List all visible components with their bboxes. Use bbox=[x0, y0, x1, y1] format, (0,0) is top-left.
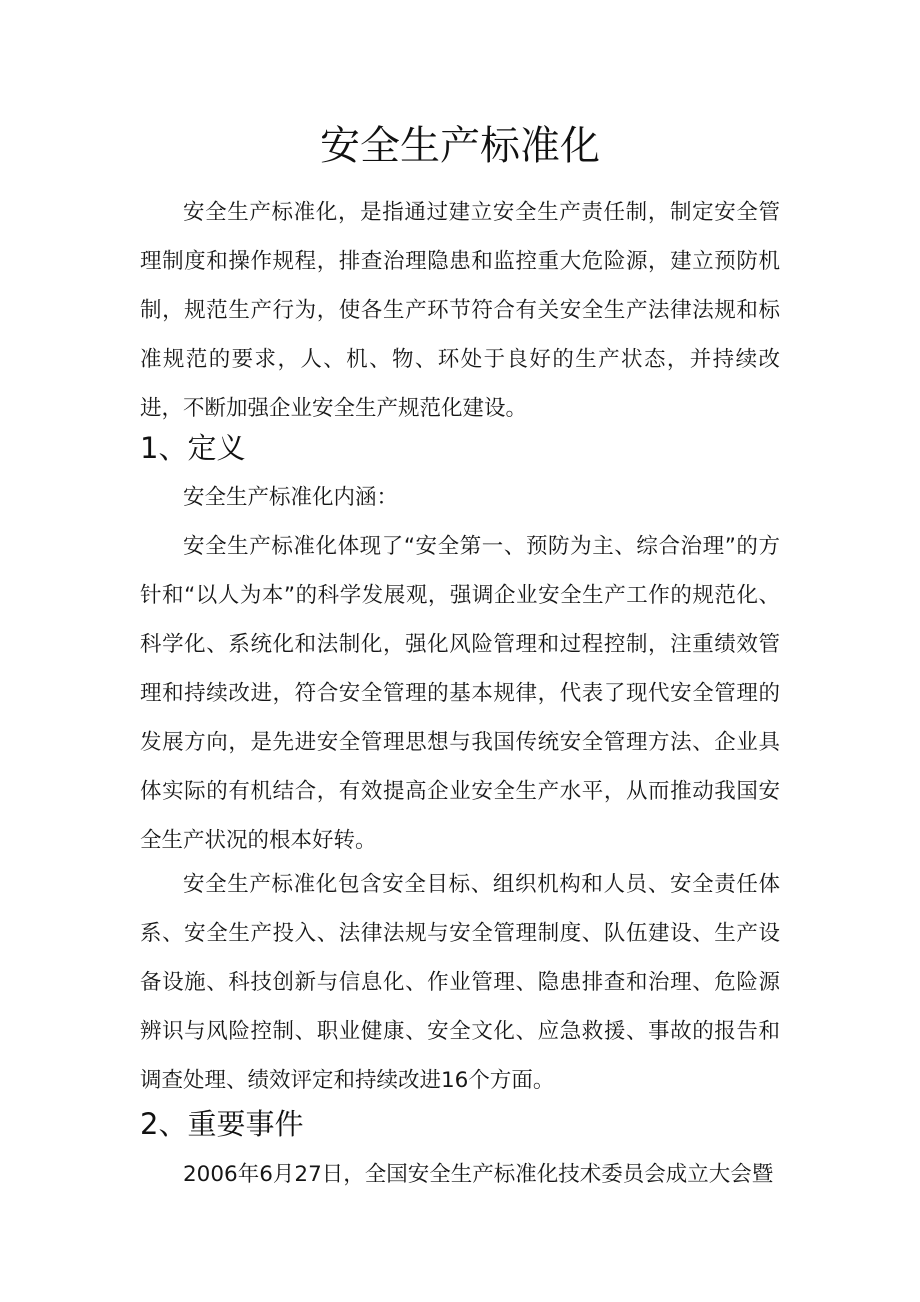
events-paragraph-1: 2006年6月27日，全国安全生产标准化技术委员会成立大会暨 bbox=[183, 1162, 774, 1187]
section-heading-definition: 1、定义 bbox=[140, 431, 246, 465]
definition-paragraph-2: 安全生产标准化包含安全目标、组织机构和人员、安全责任体系、安全生产投入、法律法规与安全管理制度、队伍建设、生产设备设施、科技创新与信息化、作业管理、隐患排查和治理、危险源辨识与风险控制、职业健康、安全文化、应急救援、事故的报告和调查处理、绩效评定和持续改进16个方面。 bbox=[140, 872, 780, 1093]
section-heading-events: 2、重要事件 bbox=[140, 1107, 304, 1141]
definition-label: 安全生产标准化内涵： bbox=[183, 485, 399, 510]
intro-paragraph: 安全生产标准化，是指通过建立安全生产责任制，制定安全管理制度和操作规程，排查治理隐患和监控重大危险源，建立预防机制，规范生产行为，使各生产环节符合有关安全生产法律法规和标准规范的要求，人、机、物、环处于良好的生产状态，并持续改进，不断加强企业安全生产规范化建设。 bbox=[140, 200, 780, 421]
definition-paragraph-1: 安全生产标准化体现了“安全第一、预防为主、综合治理”的方针和“以人为本”的科学发展观，强调企业安全生产工作的规范化、科学化、系统化和法制化，强化风险管理和过程控制，注重绩效管理和持续改进，符合安全管理的基本规律，代表了现代安全管理的发展方向，是先进安全管理思想与我国传统安全管理方法、企业具体实际的有机结合，有效提高企业安全生产水平，从而推动我国安全生产状况的根本好转。 bbox=[140, 534, 780, 853]
document-title: 安全生产标准化 bbox=[320, 123, 600, 169]
